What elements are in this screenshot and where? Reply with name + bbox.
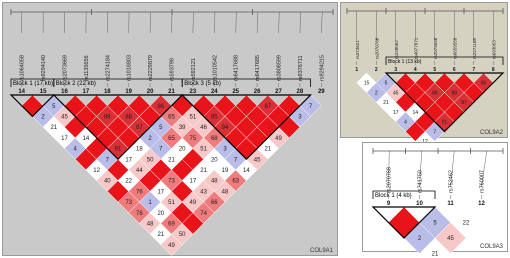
- ld-value-label: 63: [232, 178, 240, 185]
- ld-value-label: 49: [189, 200, 197, 207]
- ld-value-label: 21: [431, 251, 439, 258]
- snp-connector-line: [193, 12, 194, 33]
- ld-value-label: 15: [363, 80, 370, 87]
- ld-value-label: 14: [82, 135, 90, 142]
- marker-number-label: 25: [232, 89, 240, 95]
- ld-value-label: 7: [433, 129, 437, 136]
- ld-value-label: 85: [210, 114, 218, 121]
- snp-id-label: rs9294215: [319, 55, 326, 81]
- ld-value-label: 50: [178, 232, 186, 239]
- ld-value-label: 49: [168, 242, 175, 249]
- snp-id-label: rs2274184: [105, 55, 112, 81]
- marker-number-label: 16: [61, 89, 68, 95]
- gene-label: COL9A2: [479, 130, 503, 136]
- ld-value-label: 7: [308, 103, 313, 110]
- ld-value-label: 87: [264, 103, 272, 110]
- ld-value-label: 88: [431, 90, 438, 97]
- ld-value-label: 51: [200, 146, 207, 153]
- marker-number-label: 5: [433, 67, 437, 73]
- marker-number-label: 26: [253, 89, 261, 95]
- marker-number-label: 11: [447, 201, 454, 207]
- snp-id-label: rs228062: [393, 40, 399, 59]
- snp-connector-line: [279, 12, 280, 33]
- ld-value-label: 66: [210, 200, 218, 207]
- snp-id-label: rs9376711: [297, 55, 304, 81]
- marker-number-label: 7: [472, 67, 476, 73]
- ld-value-label: 91: [441, 119, 448, 126]
- snp-id-label: rs1135656: [83, 55, 90, 81]
- ld-value-label: 91: [114, 146, 122, 153]
- col9a3-ld-heatmap: [363, 143, 507, 258]
- marker-number-label: 15: [39, 89, 47, 95]
- snp-connector-line: [172, 12, 173, 33]
- ld-value-label: 45: [253, 157, 261, 164]
- marker-number-label: 28: [296, 89, 304, 95]
- ld-value-label: 7: [159, 146, 163, 153]
- marker-number-label: 14: [18, 89, 26, 95]
- ld-value-label: 88: [451, 90, 458, 97]
- marker-number-label: 9: [386, 201, 391, 207]
- ld-value-label: 48: [210, 178, 218, 185]
- snp-id-label: rs373621: [354, 40, 360, 59]
- col9a1-ld-plot-panel: [2, 2, 338, 256]
- snp-id-label: rs592121: [190, 58, 197, 81]
- gene-label: COL9A1: [309, 248, 333, 254]
- ld-value-label: 94: [221, 125, 229, 132]
- ld-value-label: 50: [146, 157, 154, 164]
- ld-value-label: 5: [384, 80, 388, 87]
- ld-value-label: 20: [210, 157, 218, 164]
- ld-value-label: 65: [168, 135, 175, 142]
- ld-value-label: 12: [93, 168, 100, 174]
- snp-id-label: rs2073669: [62, 55, 69, 81]
- snp-id-label: rs1018803: [126, 55, 133, 81]
- ld-value-label: 4: [404, 119, 407, 126]
- snp-id-label: rs593798: [169, 58, 176, 81]
- ld-value-label: 5: [52, 103, 56, 110]
- ld-value-label: 73: [168, 178, 175, 185]
- ld-value-label: 21: [200, 168, 207, 174]
- snp-id-label: rs2229879: [148, 55, 155, 81]
- ld-value-label: 74: [200, 210, 207, 217]
- col9a2-ld-plot-panel: [340, 2, 508, 138]
- snp-id-label: rs741750: [417, 170, 424, 193]
- ld-value-label: 2: [148, 135, 152, 142]
- ld-value-label: 7: [105, 157, 109, 164]
- ld-value-label: 2: [41, 114, 45, 121]
- marker-number-label: 17: [82, 89, 90, 95]
- marker-number-label: 29: [317, 89, 325, 95]
- marker-number-label: 24: [210, 89, 218, 95]
- ld-value-label: 2: [417, 236, 422, 243]
- snp-connector-line: [300, 12, 301, 33]
- ld-value-label: 5: [159, 125, 163, 132]
- marker-number-label: 12: [478, 201, 485, 207]
- ld-value-label: 45: [61, 114, 68, 121]
- snp-id-label: rs2070766: [374, 37, 380, 59]
- col9a1-ld-heatmap: [3, 3, 337, 255]
- snp-id-label: rs6659559: [452, 37, 458, 59]
- col9a2-ld-heatmap: [341, 3, 507, 137]
- ld-value-label: 5: [433, 220, 437, 227]
- marker-number-label: 18: [103, 89, 111, 95]
- ld-value-label: 14: [412, 109, 419, 116]
- marker-number-label: 27: [275, 89, 282, 95]
- ld-value-label: 20: [157, 210, 165, 217]
- snp-id-label: rs1010542: [212, 55, 219, 81]
- gene-label: COL9A3: [479, 244, 503, 250]
- snp-connector-line: [321, 12, 322, 33]
- snp-id-label: rs9294140: [41, 55, 48, 81]
- ld-value-label: 17: [157, 189, 165, 196]
- marker-number-label: 3: [394, 67, 398, 73]
- ld-value-label: 39: [178, 125, 186, 132]
- ld-value-label: 22: [462, 220, 470, 227]
- ld-value-label: 73: [125, 200, 133, 207]
- snp-connector-line: [236, 12, 237, 33]
- marker-number-label: 19: [125, 89, 133, 95]
- ld-value-label: 1: [148, 200, 152, 207]
- ld-value-label: 17: [392, 109, 399, 116]
- ld-value-label: 86: [480, 80, 487, 87]
- ld-value-label: 19: [221, 168, 229, 174]
- marker-number-label: 8: [491, 67, 495, 73]
- ld-value-label: 18: [136, 146, 143, 153]
- haplotype-block-label: Block 3 (5 kb): [184, 81, 221, 87]
- ld-value-label: 7: [234, 157, 238, 164]
- ld-value-label: 88: [103, 114, 111, 121]
- col9a3-ld-plot-panel: [362, 142, 508, 258]
- ld-value-label: 75: [189, 135, 197, 142]
- ld-value-label: 21: [157, 232, 165, 239]
- snp-id-label: rs6417685: [255, 55, 262, 81]
- ld-value-label: 87: [136, 125, 143, 132]
- ld-value-label: 3: [223, 146, 227, 153]
- ld-value-label: 2: [374, 90, 378, 97]
- haplotype-block-label: Block 1 (4 kb): [375, 193, 412, 199]
- ld-value-label: 88: [125, 114, 133, 121]
- marker-number-label: 6: [452, 67, 456, 73]
- ld-value-label: 51: [189, 114, 197, 121]
- ld-value-label: 45: [447, 236, 454, 243]
- ld-value-label: 87: [461, 100, 467, 106]
- marker-number-label: 2: [374, 67, 378, 73]
- ld-value-label: 17: [125, 157, 133, 164]
- ld-value-label: 69: [168, 221, 175, 228]
- ld-value-label: 14: [243, 168, 250, 174]
- ld-value-label: 40: [103, 178, 111, 185]
- ld-value-label: 4: [73, 146, 77, 153]
- ld-value-label: 46: [200, 125, 207, 132]
- snp-id-label: rs3808599: [276, 55, 283, 81]
- ld-value-label: 51: [168, 200, 175, 207]
- snp-id-label: rs2079556: [432, 37, 438, 59]
- snp-connector-line: [257, 12, 258, 33]
- ld-value-label: 17: [189, 178, 197, 185]
- ld-value-label: 21: [50, 125, 58, 132]
- ld-value-label: 65: [168, 114, 175, 121]
- snp-id-label: rs760007: [479, 170, 486, 193]
- ld-value-label: 68: [210, 135, 218, 142]
- ld-value-label: 21: [383, 100, 389, 106]
- snp-id-label: rs752462: [448, 170, 455, 193]
- ld-value-label: 45: [392, 90, 399, 97]
- ld-value-label: 21: [168, 157, 175, 164]
- ld-value-label: 21: [264, 146, 272, 153]
- ld-value-label: 48: [146, 221, 154, 228]
- ld-value-label: 22: [125, 178, 133, 185]
- snp-id-label: rs2070768: [386, 167, 393, 193]
- haplotype-block-label: Block 1 (13 kb): [388, 59, 422, 65]
- haplotype-block-label: Block 2 (22 kb): [55, 81, 96, 87]
- ld-value-label: 76: [136, 189, 143, 196]
- snp-id-label: rs1064058: [19, 55, 26, 81]
- ld-value-label: 44: [136, 168, 143, 174]
- marker-number-label: 21: [168, 89, 175, 95]
- haplotype-block-label: Block 1 (17 kb): [13, 81, 54, 87]
- ld-value-label: 20: [178, 146, 186, 153]
- marker-number-label: 23: [189, 89, 197, 95]
- ld-value-label: 48: [221, 189, 229, 196]
- snp-id-label: rs4077871: [413, 37, 419, 59]
- ld-value-label: 76: [136, 210, 143, 217]
- marker-number-label: 1: [355, 67, 359, 73]
- snp-connector-line: [214, 12, 215, 33]
- snp-id-label: rs6417688: [233, 55, 240, 81]
- ld-value-label: 43: [200, 189, 207, 196]
- ld-value-label: 86: [157, 103, 165, 110]
- ld-value-label: 49: [275, 135, 282, 142]
- marker-number-label: 20: [146, 89, 154, 95]
- ld-value-label: 3: [298, 114, 302, 121]
- snp-id-label: rs693053: [491, 40, 497, 59]
- marker-number-label: 4: [413, 67, 417, 73]
- snp-id-label: rs2271168: [471, 38, 477, 59]
- ld-value-label: 17: [61, 135, 68, 142]
- marker-number-label: 10: [416, 201, 423, 207]
